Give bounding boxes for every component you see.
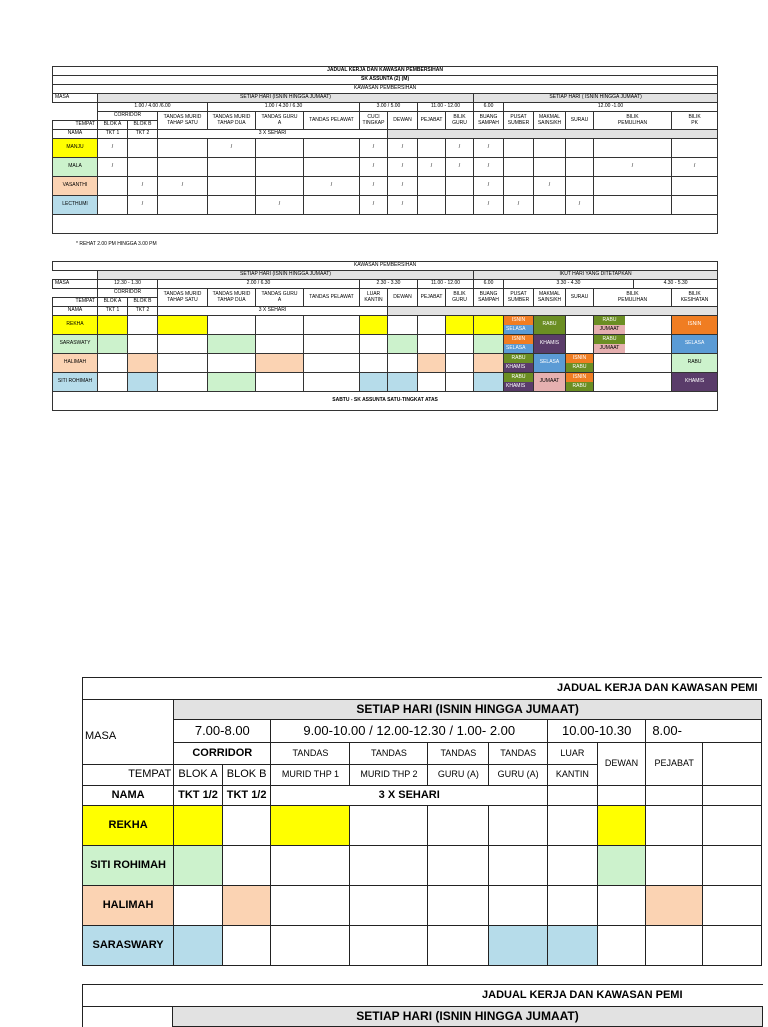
col-header: TKT 1 (98, 130, 128, 139)
mark: / (98, 158, 128, 177)
col-header-line: PEMULIHAN (617, 119, 648, 126)
time-cell: 8.00- (646, 720, 762, 743)
staff-name: REKHA (53, 316, 98, 335)
rest-note: * REHAT 2.00 PM HINGGA 3.00 PM (76, 241, 157, 247)
col-header-line: TANDAS GURU (261, 114, 298, 121)
tempat-label: TEMPAT (83, 765, 174, 786)
col-header (534, 112, 566, 130)
blank-grey-cell (388, 130, 718, 139)
group-header-left: SETIAP HARI (ISNIN HINGGA JUMAAT) (98, 271, 474, 280)
col-header-line: TANDAS GURU (261, 291, 298, 298)
time-cell: 6.00 (474, 280, 504, 289)
time-cell: 10.00-10.30 (548, 720, 646, 743)
col-header: DEWAN (388, 112, 418, 130)
day-tag: RABU (504, 354, 533, 363)
day-tag: ISNIN (566, 354, 593, 363)
col-header-line: BILIK (688, 114, 701, 121)
time-cell: 1.00 / 4.30 / 6.30 (208, 103, 360, 112)
col-header-line: KANTIN (364, 296, 383, 303)
schedule-table-1 (52, 66, 718, 234)
col-header-line: SAINS/KH (537, 296, 562, 303)
col-header: TKT 1/2 (222, 786, 271, 806)
day-tag: JUMAAT (594, 344, 625, 353)
col-header: TKT 2 (128, 130, 158, 139)
time-cell: 2.00 / 6.30 (158, 280, 360, 289)
col-header (208, 289, 256, 307)
nama-label: NAMA (53, 307, 98, 316)
nama-label: NAMA (83, 786, 174, 806)
day-tag: KHAMIS (504, 363, 533, 372)
col-header: PEJABAT (418, 289, 446, 307)
col-header: DEWAN (388, 289, 418, 307)
col-header-line: TANDAS MURID (212, 114, 251, 121)
school-name: SK ASSUNTA (2) (M) (53, 76, 718, 85)
day-tag: SELASA (534, 354, 566, 373)
corridor-header: CORRIDOR (98, 289, 158, 298)
group-header-left: SETIAP HARI (ISNIN HINGGA JUMAAT) (98, 94, 474, 103)
tempat-label: TEMPAT (53, 121, 98, 130)
nama-label: NAMA (53, 130, 98, 139)
col-header (672, 289, 718, 307)
day-tag: KHAMIS (534, 335, 566, 354)
zoom-panel-2 (82, 984, 686, 1024)
time-cell: 11.00 - 12.00 (418, 280, 474, 289)
col-header: SURAU (566, 289, 594, 307)
col-header-line: TAHAP SATU (167, 119, 198, 126)
mark: / (128, 177, 158, 196)
col-header: TANDAS PELAWAT (304, 112, 360, 130)
staff-name: SITI ROHIMAH (83, 846, 174, 886)
staff-name: SITI ROHIMAH (53, 373, 98, 392)
col-header-line: GURU (452, 119, 467, 126)
mark: / (566, 196, 594, 215)
day-tag: ISNIN (672, 316, 718, 335)
col-header (158, 289, 208, 307)
day-tag: JUMAAT (594, 325, 625, 334)
time-cell: 3.00 / 5.00 (360, 103, 418, 112)
staff-name: HALIMAH (83, 886, 174, 926)
col-header-line: BILIK (626, 291, 639, 298)
corridor-header: CORRIDOR (174, 743, 271, 765)
col-header-line: TAHAP SATU (167, 296, 198, 303)
mark: / (446, 158, 474, 177)
col-header: BLOK B (222, 765, 271, 786)
mark: / (594, 158, 672, 177)
zoom-table-2 (82, 984, 763, 1027)
mark: / (158, 177, 208, 196)
mark: / (474, 158, 504, 177)
day-tag: ISNIN (566, 373, 593, 382)
mark: / (208, 139, 256, 158)
mark: / (304, 177, 360, 196)
col-header: TKT 2 (128, 307, 158, 316)
frequency-note: 3 X SEHARI (271, 786, 548, 806)
col-header: BLOK A (98, 121, 128, 130)
zoom-title: JADUAL KERJA DAN KAWASAN PEMI (83, 985, 763, 1007)
col-header: SURAU (566, 112, 594, 130)
day-tag: RABU (594, 335, 625, 344)
mark: / (388, 139, 418, 158)
col-header-line: BILIK (626, 114, 639, 121)
corridor-header: CORRIDOR (98, 112, 158, 121)
group-header: SETIAP HARI (ISNIN HINGGA JUMAAT) (174, 700, 762, 720)
masa-label: MASA (53, 94, 98, 103)
mark: / (128, 196, 158, 215)
col-header (158, 112, 208, 130)
staff-name: HALIMAH (53, 354, 98, 373)
col-header-line: MAKMAL (538, 114, 561, 121)
col-header (672, 112, 718, 130)
col-header-line: A (277, 296, 282, 303)
zoom-title: JADUAL KERJA DAN KAWASAN PEMI (83, 678, 762, 700)
col-header (474, 289, 504, 307)
group-header: SETIAP HARI (ISNIN HINGGA JUMAAT) (173, 1007, 763, 1027)
group-header-right: SETIAP HARI ( ISNIN HINGGA JUMAAT) (474, 94, 718, 103)
day-tag: RABU (594, 316, 625, 325)
col-header (360, 112, 388, 130)
frequency-note: 3 X SEHARI (158, 307, 388, 316)
col-header: TANDAS (489, 743, 548, 765)
col-header-line: SAINS/KH (537, 119, 562, 126)
mark: / (672, 158, 718, 177)
mark: / (418, 158, 446, 177)
col-header-line: PEMULIHAN (617, 296, 648, 303)
time-cell: 3.30 - 4.30 (504, 280, 634, 289)
tempat-label: TEMPAT (53, 298, 98, 307)
day-tag: SELASA (672, 335, 718, 354)
col-header (504, 289, 534, 307)
col-header: TANDAS (271, 743, 350, 765)
col-header: TANDAS (350, 743, 428, 765)
col-header-line: SAMPAH (478, 296, 499, 303)
col-header (360, 289, 388, 307)
masa-label: MASA (83, 700, 174, 743)
col-header (446, 112, 474, 130)
day-tag: JUMAAT (534, 373, 566, 392)
mark: / (446, 139, 474, 158)
time-cell: 6.00 (474, 103, 504, 112)
col-header (534, 289, 566, 307)
mark: / (98, 139, 128, 158)
staff-name: MANJU (53, 139, 98, 158)
mark: / (504, 196, 534, 215)
col-header: GURU (A) (428, 765, 489, 786)
mark: / (474, 177, 504, 196)
schedule-table-2 (52, 261, 718, 411)
col-header: MURID THP 1 (271, 765, 350, 786)
group-header-right: IKUT HARI YANG DITETAPKAN (474, 271, 718, 280)
frequency-note: 3 X SEHARI (158, 130, 388, 139)
col-header (474, 112, 504, 130)
col-header-line: PUSAT (510, 291, 527, 298)
col-header-line: TANDAS MURID (212, 291, 251, 298)
day-tag: KHAMIS (672, 373, 718, 392)
day-tag: ISNIN (504, 316, 533, 325)
col-header (208, 112, 256, 130)
time-cell: 2.30 - 3.30 (360, 280, 418, 289)
mark: / (256, 196, 304, 215)
col-header-line: BILIK (453, 114, 466, 121)
col-header: GURU (A) (489, 765, 548, 786)
day-tag: RABU (504, 373, 533, 382)
col-header: BLOK A (98, 298, 128, 307)
day-tag: RABU (566, 382, 593, 391)
col-header (594, 112, 672, 130)
col-header-line: A (277, 119, 282, 126)
day-tag-label: RABU (687, 359, 702, 366)
col-header (504, 112, 534, 130)
col-header-line: LUAR (366, 291, 381, 298)
col-header (256, 289, 304, 307)
col-header: BLOK B (128, 121, 158, 130)
col-header-line: TAHAP DUA (217, 296, 246, 303)
staff-name: SARASWARY (83, 926, 174, 966)
mark: / (474, 196, 504, 215)
col-header-line: SAMPAH (478, 119, 499, 126)
day-tag: ISNIN (504, 335, 533, 344)
masa-label: MASA (53, 280, 98, 289)
time-cell: 11.00 - 12.00 (418, 103, 474, 112)
staff-name: REKHA (83, 806, 174, 846)
col-header-line: TANDAS MURID (163, 114, 202, 121)
day-tag: SELASA (504, 344, 533, 353)
area-heading: KAWASAN PEMBERSIHAN (53, 85, 718, 94)
col-header-line: SUMBER (507, 119, 530, 126)
time-cell: 12.00 -1.00 (504, 103, 718, 112)
table-title: JADUAL KERJA DAN KAWASAN PEMBERSIHAN (53, 67, 718, 76)
col-header-line: BILIK (453, 291, 466, 298)
day-tag: SELASA (504, 325, 533, 334)
mark: / (388, 196, 418, 215)
day-tag: RABU (534, 316, 566, 335)
mark: / (360, 177, 388, 196)
blank-grey-cell (388, 307, 718, 316)
col-header (594, 289, 672, 307)
col-header: BLOK A (174, 765, 223, 786)
col-header: PEJABAT (646, 743, 703, 786)
day-tag (672, 354, 718, 373)
col-header (256, 112, 304, 130)
col-header: TKT 1/2 (174, 786, 223, 806)
col-header: KANTIN (548, 765, 598, 786)
mark: / (534, 177, 566, 196)
col-header-line: MAKMAL (538, 291, 561, 298)
day-tag: RABU (566, 363, 593, 372)
col-header: TKT 1 (98, 307, 128, 316)
col-header-line: TAHAP DUA (217, 119, 246, 126)
mark: / (388, 177, 418, 196)
col-header-line: GURU (452, 296, 467, 303)
col-header-line: BUANG (479, 291, 498, 298)
staff-name: SARASWATY (53, 335, 98, 354)
col-header (446, 289, 474, 307)
col-header-line: BILIK (688, 291, 701, 298)
staff-name: MALA (53, 158, 98, 177)
col-header-line: SUMBER (507, 296, 530, 303)
time-cell: 4.30 - 5.30 (634, 280, 718, 289)
staff-name: VASANTHI (53, 177, 98, 196)
zoom-table (82, 677, 762, 966)
time-cell: 7.00-8.00 (174, 720, 271, 743)
col-header: PEJABAT (418, 112, 446, 130)
col-header-line: KESIHATAN (680, 296, 709, 303)
col-header: DEWAN (597, 743, 646, 786)
col-header-line: TINGKAP (362, 119, 385, 126)
mark: / (388, 158, 418, 177)
mark: / (360, 139, 388, 158)
col-header-line: CUCI (367, 114, 380, 121)
col-header: TANDAS (428, 743, 489, 765)
col-header-line: TANDAS MURID (163, 291, 202, 298)
col-header: MURID THP 2 (350, 765, 428, 786)
mark: / (474, 139, 504, 158)
zoom-panel (82, 677, 758, 964)
mark: / (360, 158, 388, 177)
col-header: TANDAS PELAWAT (304, 289, 360, 307)
col-header-line: BUANG (479, 114, 498, 121)
col-header: LUAR (548, 743, 598, 765)
time-cell: 1.00 / 4.00 /6.00 (98, 103, 208, 112)
time-cell: 9.00-10.00 / 12.00-12.30 / 1.00- 2.00 (271, 720, 548, 743)
mark: / (360, 196, 388, 215)
col-header: BLOK B (128, 298, 158, 307)
area-heading: KAWASAN PEMBERSIHAN (53, 262, 718, 271)
col-header-line: PUSAT (510, 114, 527, 121)
time-cell: 12.30 - 1.30 (98, 280, 158, 289)
day-tag: KHAMIS (504, 382, 533, 391)
col-header-line: PK (691, 119, 698, 126)
saturday-note: SABTU - SK ASSUNTA SATU-TINGKAT ATAS (53, 392, 718, 411)
staff-name: LECTHUMI (53, 196, 98, 215)
